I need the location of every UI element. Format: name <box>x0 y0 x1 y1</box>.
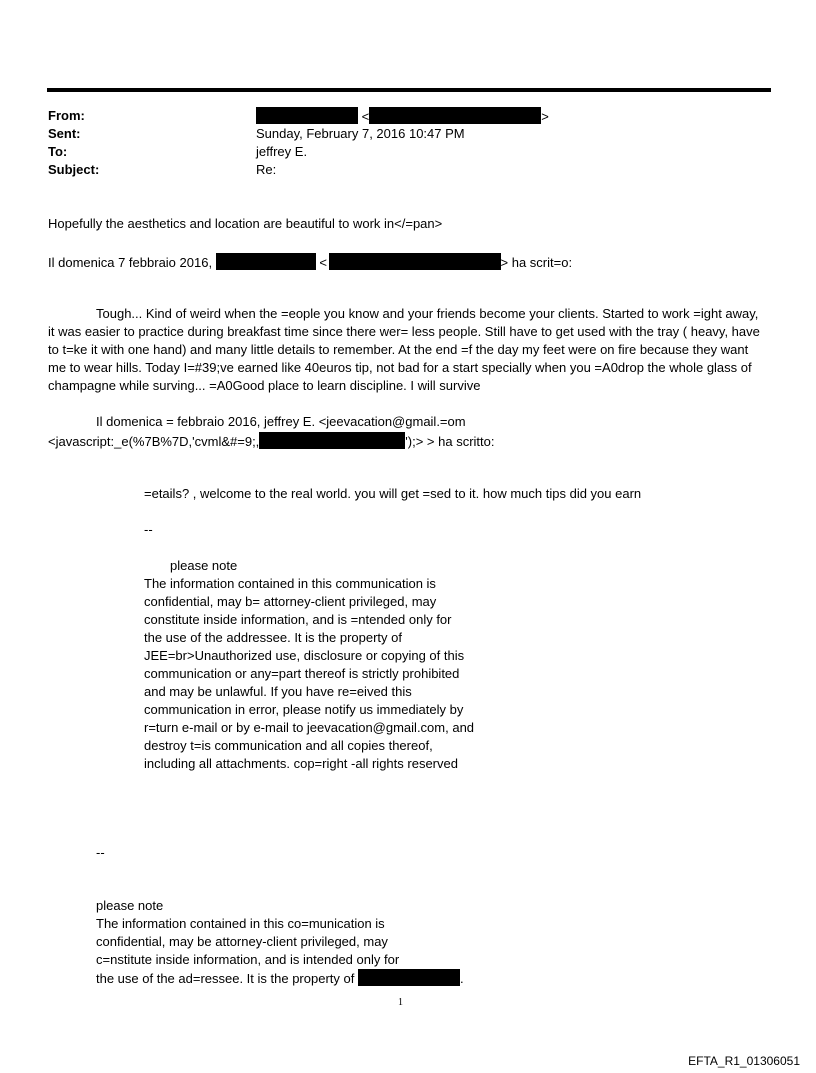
disclaimer-line-last <box>96 969 476 988</box>
disclaimer-line: communication in error, please notify us immediately by <box>144 702 464 717</box>
disclaimer-line: destroy t=is communication and all copies thereof, <box>144 738 433 753</box>
redaction-bar <box>256 107 358 124</box>
subject-label: Subject: <box>48 162 100 177</box>
disclaimer-period: . <box>459 971 464 986</box>
disclaimer-1 <box>144 575 504 773</box>
sent-label: Sent: <box>48 126 81 141</box>
from-label: From: <box>48 108 85 123</box>
from-lt: < <box>361 109 370 124</box>
from-value <box>256 107 549 124</box>
disclaimer-line: The information contained in this co=munication is <box>96 916 385 931</box>
note1-title: please note <box>170 558 238 573</box>
quote1-end: > ha scrit=o: <box>500 255 573 270</box>
disclaimer-line: c=nstitute inside information, and is intended only for <box>96 952 400 967</box>
message-paragraph: Tough... Kind of weird when the =eople you know and your friends become your clients. Started to work =ight away, it was easier to practice during breakfast time since there wer= less people. Still have to get used with the tray ( heavy, have to t=ke it with one hand) and many little details to remember. At the end =f the day my feet were on fire because they want me to wear hills. Today I=#39;ve earned like 40euros tip, not bad for a start specially when you =A0drop the whole glass of champagne while surving... =A0Good place to learn discipline. I will survive <box>48 306 760 393</box>
separator-2: -- <box>96 845 105 860</box>
page-number: 1 <box>398 997 403 1008</box>
quote1-lt: < <box>319 255 327 270</box>
disclaimer-line: The information contained in this communication is <box>144 576 436 591</box>
disclaimer-line: communication or any=part thereof is strictly prohibited <box>144 666 460 681</box>
redaction-bar <box>216 253 316 270</box>
quote-header-2a: Il domenica = febbraio 2016, jeffrey E. <jeevacation@gmail.=om <box>96 414 466 429</box>
disclaimer-line: confidential, may b= attorney-client privileged, may <box>144 594 437 609</box>
disclaimer-line: and may be unlawful. If you have re=eived this <box>144 684 412 699</box>
disclaimer-line: constitute inside information, and is =ntended only for <box>144 612 452 627</box>
disclaimer-line: JEE=br>Unauthorized use, disclosure or copying of this <box>144 648 465 663</box>
body-line-1: Hopefully the aesthetics and location are beautiful to work in</=pan> <box>48 216 443 231</box>
quote2-end: ');> > ha scritto: <box>405 434 495 449</box>
quote2-js: <javascript:_e(%7B%7D,'cvml&#=9;, <box>48 434 260 449</box>
quote-header-1 <box>48 253 572 270</box>
sent-value: Sunday, February 7, 2016 10:47 PM <box>256 126 465 141</box>
subject-value: Re: <box>256 162 277 177</box>
redaction-bar <box>369 107 541 124</box>
disclaimer-line: including all attachments. cop=right -all rights reserved <box>144 756 458 771</box>
quote-header-2b <box>48 432 494 449</box>
note2-title: please note <box>96 898 164 913</box>
quote1-intro: Il domenica 7 febbraio 2016, <box>48 255 213 270</box>
disclaimer-2 <box>96 915 476 988</box>
from-gt: > <box>541 109 549 124</box>
redaction-bar <box>358 969 460 986</box>
disclaimer-line: confidential, may be attorney-client privileged, may <box>96 934 388 949</box>
disclaimer-line: r=turn e-mail or by e-mail to jeevacation@gmail.com, and <box>144 720 475 735</box>
reply-line: =etails? , welcome to the real world. you will get =sed to it. how much tips did you earn <box>144 486 642 501</box>
redaction-bar <box>259 432 405 449</box>
to-value: jeffrey E. <box>256 144 308 159</box>
separator-1: -- <box>144 522 153 537</box>
disclaimer-text: the use of the ad=ressee. It is the property of <box>96 971 355 986</box>
header-rule <box>47 88 771 92</box>
document-id: EFTA_R1_01306051 <box>688 1054 800 1068</box>
redaction-bar <box>329 253 501 270</box>
to-label: To: <box>48 144 68 159</box>
disclaimer-line: the use of the addressee. It is the property of <box>144 630 402 645</box>
